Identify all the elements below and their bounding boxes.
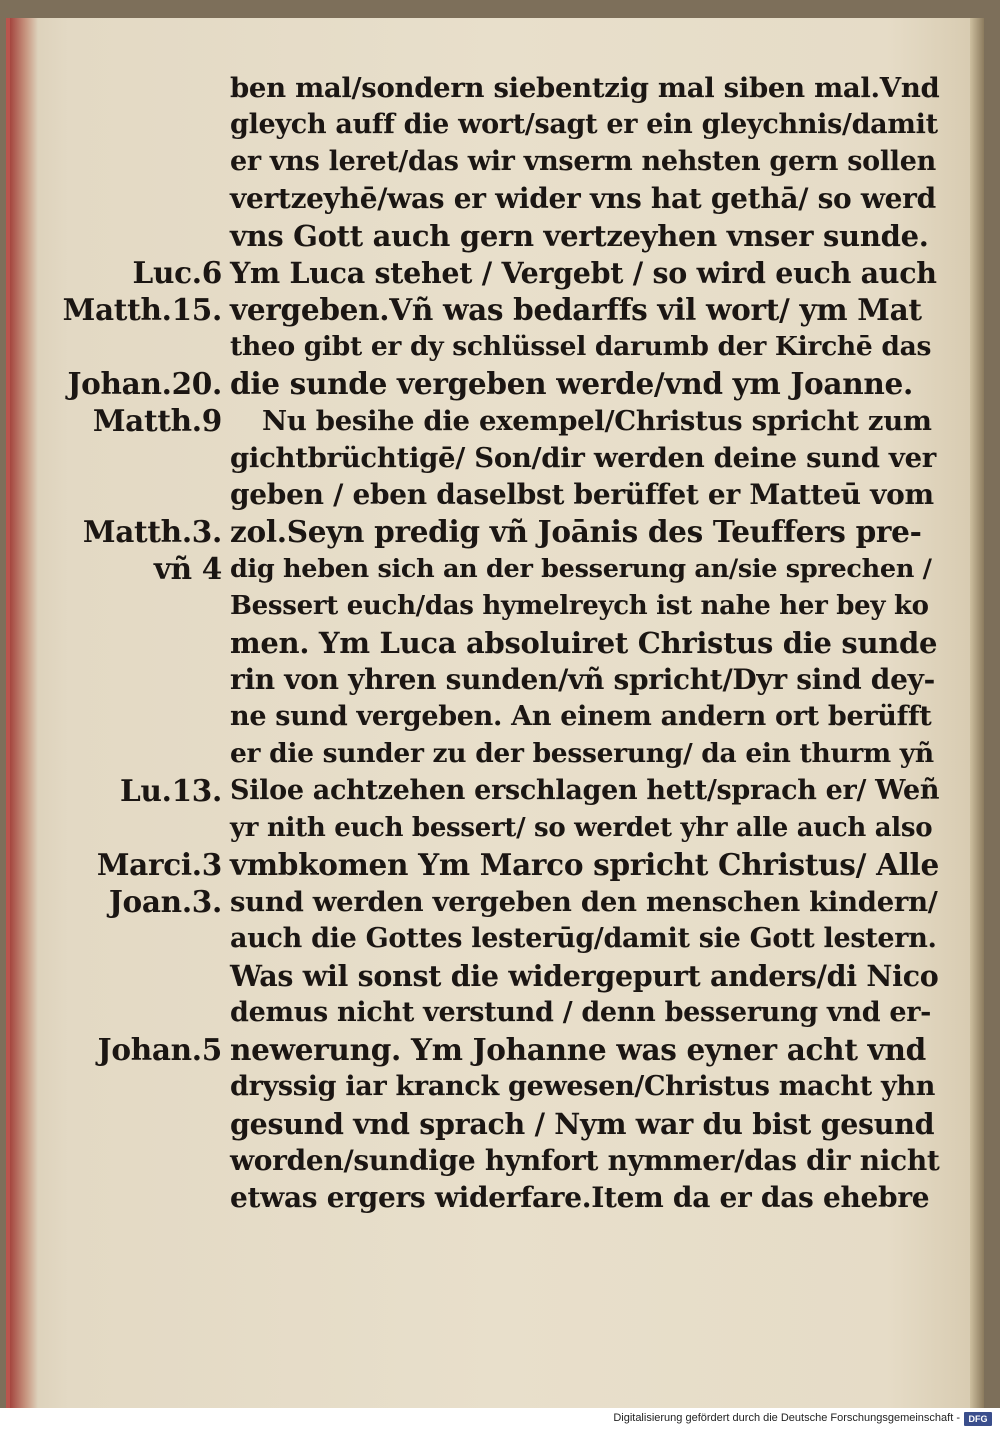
text-line: er die sunder zu der besserung/ da ein thurm yñ: [230, 738, 934, 769]
text-line: Siloe achtzehen erschlagen hett/sprach er/ Weñ: [230, 775, 940, 806]
text-line: vmbkomen Ym Marco spricht Christus/ Alle: [230, 847, 939, 882]
text-line: newerung. Ym Johanne was eyner acht vnd: [230, 1032, 926, 1067]
dfg-logo: DFG: [964, 1412, 992, 1426]
text-line: auch die Gottes lesterūg/damit sie Gott lestern.: [230, 923, 937, 954]
footer-credit: Digitalisierung gefördert durch die Deutsche Forschungsgemeinschaft -: [613, 1412, 960, 1424]
text-line: etwas ergers widerfare.Item da er das ehebre: [230, 1181, 930, 1214]
text-line: men. Ym Luca absoluiret Christus die sunde: [230, 626, 938, 660]
text-line: gesund vnd sprach / Nym war du bist gesund: [230, 1107, 935, 1141]
margin-note: Matth.15.: [62, 292, 222, 327]
text-line: worden/sundige hynfort nymmer/das dir nicht: [230, 1144, 940, 1177]
page-right-edge: [970, 18, 984, 1408]
footer-bar: [0, 1408, 1000, 1431]
text-line: rin von yhren sunden/vñ spricht/Dyr sind dey-: [230, 663, 935, 696]
text-line: Nu besihe die exempel/Christus spricht zum: [262, 405, 932, 437]
margin-note: Lu.13.: [120, 773, 222, 808]
margin-note: Joan.3.: [108, 884, 222, 919]
text-line: vergeben.Vñ was bedarffs vil wort/ ym Mat: [230, 292, 922, 327]
text-line: Was wil sonst die widergepurt anders/di Nico: [230, 959, 939, 993]
text-line: ben mal/sondern siebentzig mal siben mal.Vnd: [230, 72, 940, 104]
text-line: yr nith euch bessert/ so werdet yhr alle auch also: [230, 813, 933, 843]
text-line: Ym Luca stehet / Vergebt / so wird euch auch: [230, 256, 937, 290]
margin-note: Johan.5: [97, 1032, 222, 1067]
text-line: geben / eben daselbst berüffet er Matteū vom: [230, 478, 934, 511]
text-line: vertzeyhē/was er wider vns hat gethā/ so werd: [230, 182, 936, 215]
margin-note: Johan.20.: [67, 366, 222, 401]
margin-note: vñ 4: [153, 551, 222, 586]
text-line: theo gibt er dy schlüssel darumb der Kirchē das: [230, 331, 932, 362]
text-line: die sunde vergeben werde/vnd ym Joanne.: [230, 366, 913, 401]
text-line: vns Gott auch gern vertzeyhen vnser sunde.: [230, 219, 929, 253]
text-line: er vns leret/das wir vnserm nehsten gern sollen: [230, 146, 936, 177]
margin-note: Marci.3: [96, 847, 222, 882]
text-line: demus nicht verstund / denn besserung vnd er-: [230, 997, 932, 1028]
margin-note: Luc.6: [132, 255, 222, 290]
text-line: dryssig iar kranck gewesen/Christus macht yhn: [230, 1071, 936, 1102]
text-line: Bessert euch/das hymelreych ist nahe her bey ko: [230, 591, 929, 621]
text-line: gichtbrüchtigē/ Son/dir werden deine sund ver: [230, 442, 936, 474]
text-line: ne sund vergeben. An einem andern ort berüfft: [230, 701, 932, 732]
text-line: dig heben sich an der besserung an/sie sprechen /: [230, 554, 932, 584]
margin-note: Matth.9: [92, 403, 222, 438]
page-red-edge: [10, 18, 38, 1408]
margin-note: Matth.3.: [82, 514, 222, 549]
text-line: gleych auff die wort/sagt er ein gleychnis/damit: [230, 109, 938, 140]
text-line: zol.Seyn predig vñ Joānis des Teuffers pre-: [230, 514, 922, 549]
text-line: sund werden vergeben den menschen kindern/: [230, 886, 938, 918]
